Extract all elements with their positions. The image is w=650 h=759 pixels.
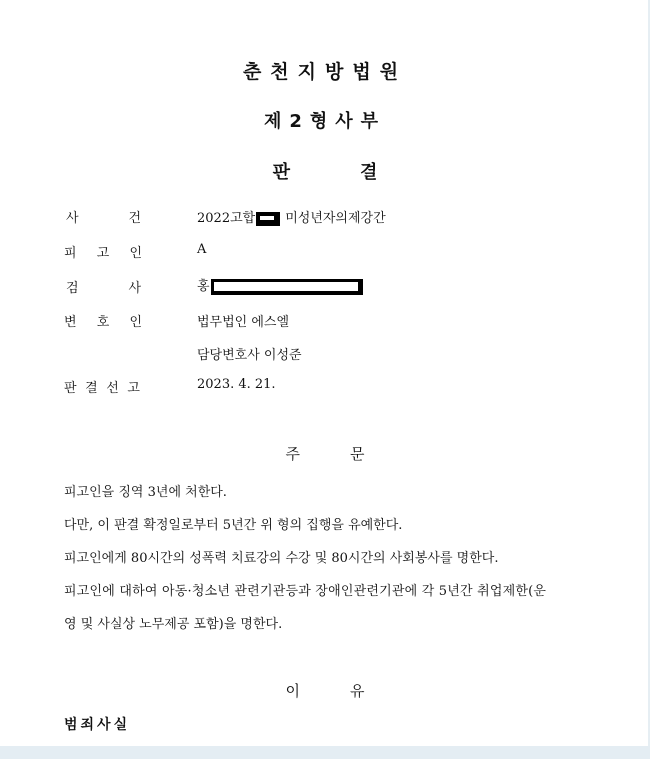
- field-value-attorney-in-charge: 담당변호사 이성준: [197, 348, 302, 363]
- case-number-prefix: 2022고합: [197, 211, 256, 226]
- viewer-background-strip: [0, 746, 650, 759]
- case-name: 미성년자의제강간: [285, 211, 386, 226]
- field-label-sentencing-date: 판 결 선 고: [64, 381, 140, 396]
- field-value-case: [197, 207, 386, 226]
- field-value-defendant: A: [197, 242, 207, 257]
- document-type-char-1: 판: [272, 162, 290, 183]
- reason-section-title: 이 유: [285, 682, 365, 700]
- criminal-facts-subheading: 범죄사실: [64, 717, 131, 733]
- department-name: 제2형사부: [263, 111, 387, 132]
- order-line-2: 다만, 이 판결 확정일로부터 5년간 위 형의 집행을 유예한다.: [64, 518, 403, 533]
- document-type-title: [0, 158, 650, 184]
- order-line-4: 피고인에 대하여 아동·청소년 관련기관등과 장애인관련기관에 각 5년간 취업제한(운: [64, 584, 547, 599]
- field-label-attorney: 변 호 인: [64, 315, 142, 330]
- order-section-title: 주 문: [285, 445, 365, 463]
- field-label-case: 사 건: [66, 211, 141, 226]
- redaction-box: [211, 279, 363, 295]
- order-line-5: 영 및 사실상 노무제공 포함)을 명한다.: [64, 617, 283, 632]
- redaction-box: [256, 212, 280, 226]
- court-name: 춘천지방법원: [242, 61, 408, 83]
- field-value-prosecutor: [197, 275, 363, 295]
- order-line-1: 피고인을 징역 3년에 처한다.: [64, 485, 227, 500]
- order-line-3: 피고인에게 80시간의 성폭력 치료강의 수강 및 80시간의 사회봉사를 명한다.: [64, 551, 499, 566]
- field-value-law-firm: 법무법인 에스엘: [197, 315, 290, 330]
- document-type-char-2: 결: [360, 162, 378, 183]
- field-label-prosecutor: 검 사: [66, 281, 141, 296]
- prosecutor-name-prefix: 홍: [197, 279, 210, 294]
- field-label-defendant: 피 고 인: [64, 246, 142, 261]
- field-value-sentencing-date: 2023. 4. 21.: [197, 377, 276, 392]
